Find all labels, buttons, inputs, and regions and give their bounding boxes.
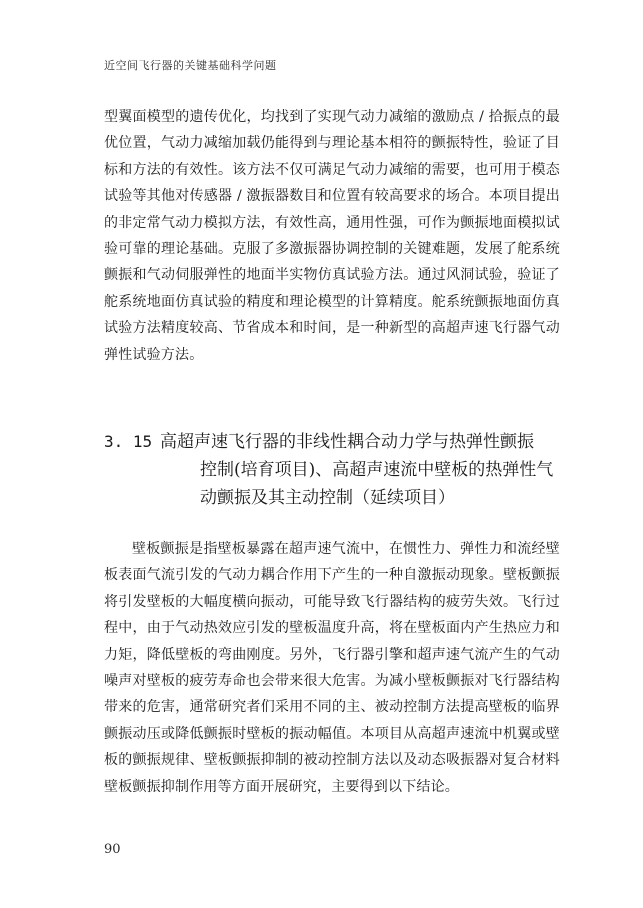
section-heading: [104, 428, 574, 512]
body-paragraph-continued: 型翼面模型的遗传优化，均找到了实现气动力减缩的激励点 / 拾振点的最优位置，气动力减缩加载仍能得到与理论基本相符的颤振特性，验证了目标和方法的有效性。该方法不仅可满足气动力减缩的需要，也可用于模态试验等其他对传感器 / 激振器数目和位置有较高要求的场合。本项目提出的非定常气动力模拟方法，有效性高，通用性强，可作为颤振地面模拟试验可靠的理论基础。克服了多激振器协调控制的关键难题，发展了舵系统颤振和气动伺服弹性的地面半实物仿真试验方法。通过风洞试验，验证了舵系统地面仿真试验的精度和理论模型的计算精度。舵系统颤振地面仿真试验方法精度较高、节省成本和时间，是一种新型的高超声速飞行器气动弹性试验方法。: [104, 109, 560, 363]
section-title-line: 高超声速飞行器的非线性耦合动力学与热弹性颤振: [160, 432, 534, 452]
body-paragraph: 壁板颤振是指壁板暴露在超声速气流中，在惯性力、弹性力和流经壁板表面气流引发的气动力耦合作用下产生的一种自激振动现象。壁板颤振将引发壁板的大幅度横向振动，可能导致飞行器结构的疲劳失效。飞行过程中，由于气动热效应引发的壁板温度升高，将在壁板面内产生热应力和力矩，降低壁板的弯曲刚度。另外，飞行器引擎和超声速气流产生的气动噪声对壁板的疲劳寿命也会带来很大危害。为减小壁板颤振对飞行器结构带来的危害，通常研究者们采用不同的主、被动控制方法提高壁板的临界颤振动压或降低颤振时壁板的振动幅值。本项目从高超声速流中机翼或壁板的颤振规律、壁板颤振抑制的被动控制方法以及动态吸振器对复合材料壁板颤振抑制作用等方面开展研究，主要得到以下结论。: [104, 541, 560, 795]
running-header: 近空间飞行器的关键基础科学问题: [104, 59, 277, 72]
page-number: 90: [104, 842, 121, 857]
section-title-line: 控制(培育项目)、高超声速流中壁板的热弹性气: [200, 460, 554, 480]
section-title-line: 动颤振及其主动控制（延续项目）: [200, 488, 455, 508]
section-number: 3. 15: [104, 432, 153, 451]
